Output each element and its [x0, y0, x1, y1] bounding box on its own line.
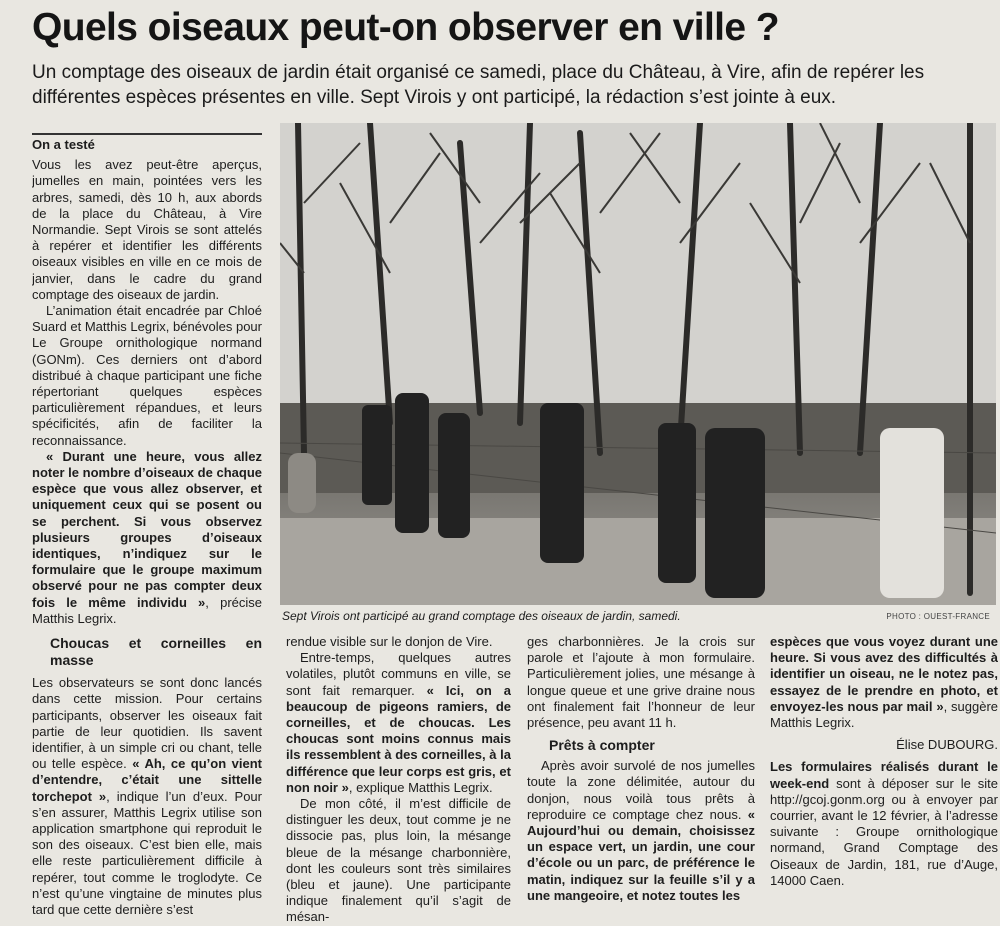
- article-column-1: [32, 133, 262, 926]
- paragraph: Vous les avez peut-être aperçus, jumelles en main, pointées vers les arbres, samedi, dès 10 h, aux abords de la place du Château, à Vire Normandie. Sept Virois se sont attelés à repérer et identifier les différents oiseaux visibles en ville en ce mois de janvier, dans le cadre du grand comptage des oiseaux de jardin.: [32, 157, 262, 302]
- subheading: Choucas et corneilles en masse: [50, 635, 262, 669]
- photo-credit: PHOTO : OUEST-FRANCE: [886, 612, 990, 621]
- paragraph-text: Après avoir survolé de nos jumelles toute la zone délimitée, autour du donjon, nous voilà tous prêts à reproduire ce comptage chez nous.: [527, 758, 755, 822]
- paragraph-text: , indique l’un d’eux. Pour s’en assurer, Matthis Legrix utilise son application smartphone qui reproduit le son des oiseaux. C’est bien elle, mais elle reste particulièrement difficile à repérer, tout comme le troglodyte. Ce n’est qu’une vingtaine de minutes plus tard que cette dernière s’est: [32, 788, 262, 917]
- quote-text: espèces que vous voyez durant une heure. Si vous avez des difficultés à identifier un oiseau, ne le notez pas, essayez de le prendre en photo, et envoyez-les nous par mail »: [770, 634, 998, 714]
- article-lead: Un comptage des oiseaux de jardin était organisé ce samedi, place du Château, à Vire, afin de repérer les différentes espèces présentes en ville. Sept Virois y ont participé, la rédaction s’est jointe à eux.: [32, 62, 925, 108]
- article-photo: [280, 123, 996, 605]
- article-title: Quels oiseaux peut-on observer en ville ?: [32, 6, 779, 49]
- info-text: sont à déposer sur le site http://gcoj.gonm.org ou à envoyer par courrier, avant le 12 février, à l’adresse suivante : Groupe ornithologique normand, Grand Comptage des Oiseaux de Jardin, 181, rue d’Auge, 14000 Caen.: [770, 775, 998, 888]
- subheading: Prêts à compter: [549, 737, 655, 754]
- paragraph: rendue visible sur le donjon de Vire.: [286, 634, 493, 649]
- article-column-3: [527, 634, 755, 926]
- quote-attribution: , suggère Matthis Legrix.: [770, 698, 998, 731]
- quote-paragraph: [32, 449, 262, 627]
- quote-paragraph: [527, 758, 755, 904]
- quote-paragraph: [286, 650, 511, 796]
- paragraph-text: Entre-temps, quelques autres volatiles, plutôt communs en ville, se sont fait remarquer.: [286, 650, 511, 698]
- rubric-label: On a testé: [32, 133, 262, 153]
- quote-paragraph: [770, 634, 998, 731]
- author-signature: Élise DUBOURG.: [896, 737, 998, 753]
- quote-text: « Ici, on a beaucoup de pigeons ramiers, de corneilles, et de choucas. Les choucas sont moins connus mais ils ressemblent à des corneilles, à la différence que leur corps est gris, et non noir »: [286, 682, 511, 795]
- paragraph-text: Les observateurs se sont donc lancés dans cette mission. Pour certains participants, observer les oiseaux fait partie de leur quotidien. Ils savent identifier, à un simple cri ou chant, telle ou telle espèce.: [32, 675, 262, 772]
- photo-illustration: [280, 123, 996, 605]
- quote-text: « Aujourd’hui ou demain, choisissez un espace vert, un jardin, une cour d’école ou un parc, de préférence le matin, indiquez sur la feuille s’il y a une mangeoire, et notez toutes les: [527, 806, 755, 903]
- paragraph: [32, 675, 262, 918]
- info-paragraph: [770, 759, 998, 889]
- paragraph: ges charbonnières. Je la crois sur parole et l’ajoute à mon formulaire. Particulièrement jolies, une mésange à longue queue et une grive draine nous ont finalement fait l’honneur de leur présence, peu avant 11 h.: [527, 634, 755, 731]
- photo-caption: Sept Virois ont participé au grand comptage des oiseaux de jardin, samedi.: [282, 609, 681, 623]
- quote-text: « Durant une heure, vous allez noter le nombre d’oiseaux de chaque espèce que vous allez observer, et uniquement ceux qui se posent ou se perchent. Si vous observez plusieurs groupes d’oiseaux identiques, n’indiquez sur le formulaire que le groupe maximum observé pour ne pas compter deux fois le même individu »: [32, 448, 262, 610]
- article-column-4: [770, 634, 998, 926]
- quote-text: « Ah, ce qu’on vient d’entendre, c’était une sittelle torchepot »: [32, 756, 262, 804]
- paragraph: De mon côté, il m’est difficile de distinguer les deux, tout comme je ne dissocie pas, plus loin, la mésange bleue de la mésange charbonnière, dont les couleurs sont très similaires (bleu et jaune). Une participante indique finalement qu’il s’agit de mésan-: [286, 796, 511, 925]
- info-heading: Les formulaires réalisés durant le week-end: [770, 759, 998, 791]
- quote-attribution: , explique Matthis Legrix.: [348, 779, 493, 795]
- quote-attribution: , précise Matthis Legrix.: [32, 594, 262, 626]
- paragraph: L’animation était encadrée par Chloé Suard et Matthis Legrix, bénévoles pour Le Groupe ornithologique normand (GONm). Ces derniers ont d’abord distribué à chaque participant une fiche répertoriant quelques espèces particulièrement répandues, et leurs spécificités, afin de faciliter la reconnaissance.: [32, 303, 262, 448]
- article-column-2: [286, 634, 511, 926]
